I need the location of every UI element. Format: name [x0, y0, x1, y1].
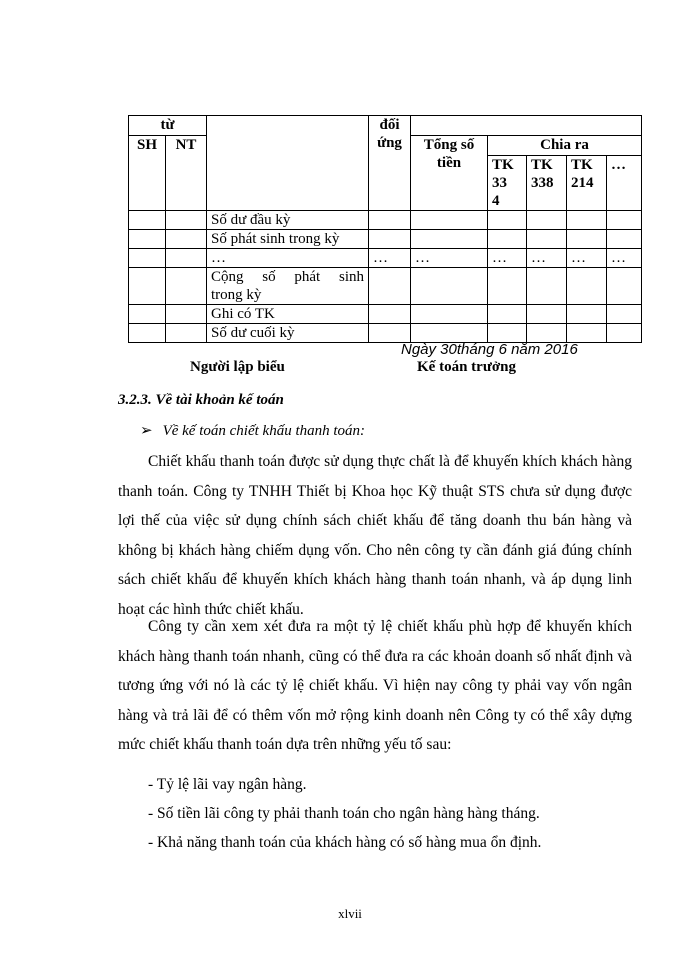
header-tk-338: TK 338 — [527, 156, 567, 211]
table-row — [129, 324, 642, 343]
header-tk-334: TK 33 4 — [488, 156, 527, 211]
header-tu: từ — [129, 116, 207, 136]
preparer-label: Người lập biểu — [190, 359, 285, 375]
row-label: Cộng số phát sinh trong kỳ — [207, 268, 369, 305]
arrow-bullet-icon: ➢ — [140, 423, 153, 439]
table-row — [129, 230, 642, 249]
header-chia-ra: Chia ra — [488, 136, 642, 156]
row-label: Số phát sinh trong kỳ — [207, 230, 369, 249]
header-more: … — [607, 156, 642, 211]
page-number: xlvii — [338, 906, 362, 921]
row-label: … — [207, 249, 369, 268]
row-label: Số dư cuối kỳ — [207, 324, 369, 343]
header-sh: SH — [129, 136, 166, 211]
list-item: - Số tiền lãi công ty phải thanh toán cho ngân hàng hàng tháng. — [148, 805, 540, 822]
header-blank — [207, 116, 369, 211]
chief-accountant-label: Kế toán trưởng — [417, 359, 516, 375]
table-row — [129, 268, 642, 305]
paragraph: Công ty cần xem xét đưa ra một tỷ lệ chiết khấu phù hợp để khuyến khích khách hàng thanh toán nhanh, cũng có thể đưa ra các khoản doanh số nhất định và tương ứng với nó là các tỷ lệ chiết khấu. Vì hiện nay công ty phải vay vốn ngân hàng và trả lãi để có thêm vốn mở rộng kinh doanh nên Công ty có thể xây dựng mức chiết khấu thanh toán dựa trên những yếu tố sau: — [118, 618, 632, 753]
section-heading: 3.2.3. Về tài khoản kế toán — [118, 392, 284, 408]
list-item: - Tỷ lệ lãi vay ngân hàng. — [148, 776, 307, 793]
table-row — [129, 305, 642, 324]
header-tong-so-tien: Tổng số tiền — [411, 136, 488, 211]
signature-date: Ngày 30tháng 6 năm 2016 — [401, 341, 578, 358]
paragraph: Chiết khấu thanh toán được sử dụng thực chất là để khuyến khích khách hàng thanh toán. Công ty TNHH Thiết bị Khoa học Kỹ thuật STS chưa sử dụng được lợi thế của việc sử dụng chính sách chiết khấu để tăng doanh thu bán hàng và không bị khách hàng chiếm dụng vốn. Cho nên công ty cần đánh giá đúng chính sách chiết khấu để khuyến khích khách hàng thanh toán nhanh, và áp dụng linh hoạt các hình thức chiết khấu. — [118, 453, 632, 618]
ledger-table — [128, 115, 642, 343]
row-label: Ghi có TK — [207, 305, 369, 324]
header-empty — [411, 116, 642, 136]
table-row — [129, 211, 642, 230]
header-doi-ung: đối ứng — [369, 116, 411, 211]
subheading: ➢ Về kế toán chiết khấu thanh toán: — [140, 423, 366, 439]
header-tk-214: TK 214 — [567, 156, 607, 211]
row-label: Số dư đầu kỳ — [207, 211, 369, 230]
list-item: - Khả năng thanh toán của khách hàng có số hàng mua ổn định. — [148, 834, 542, 851]
header-nt: NT — [166, 136, 207, 211]
table-row: … … … … … … … — [129, 249, 642, 268]
